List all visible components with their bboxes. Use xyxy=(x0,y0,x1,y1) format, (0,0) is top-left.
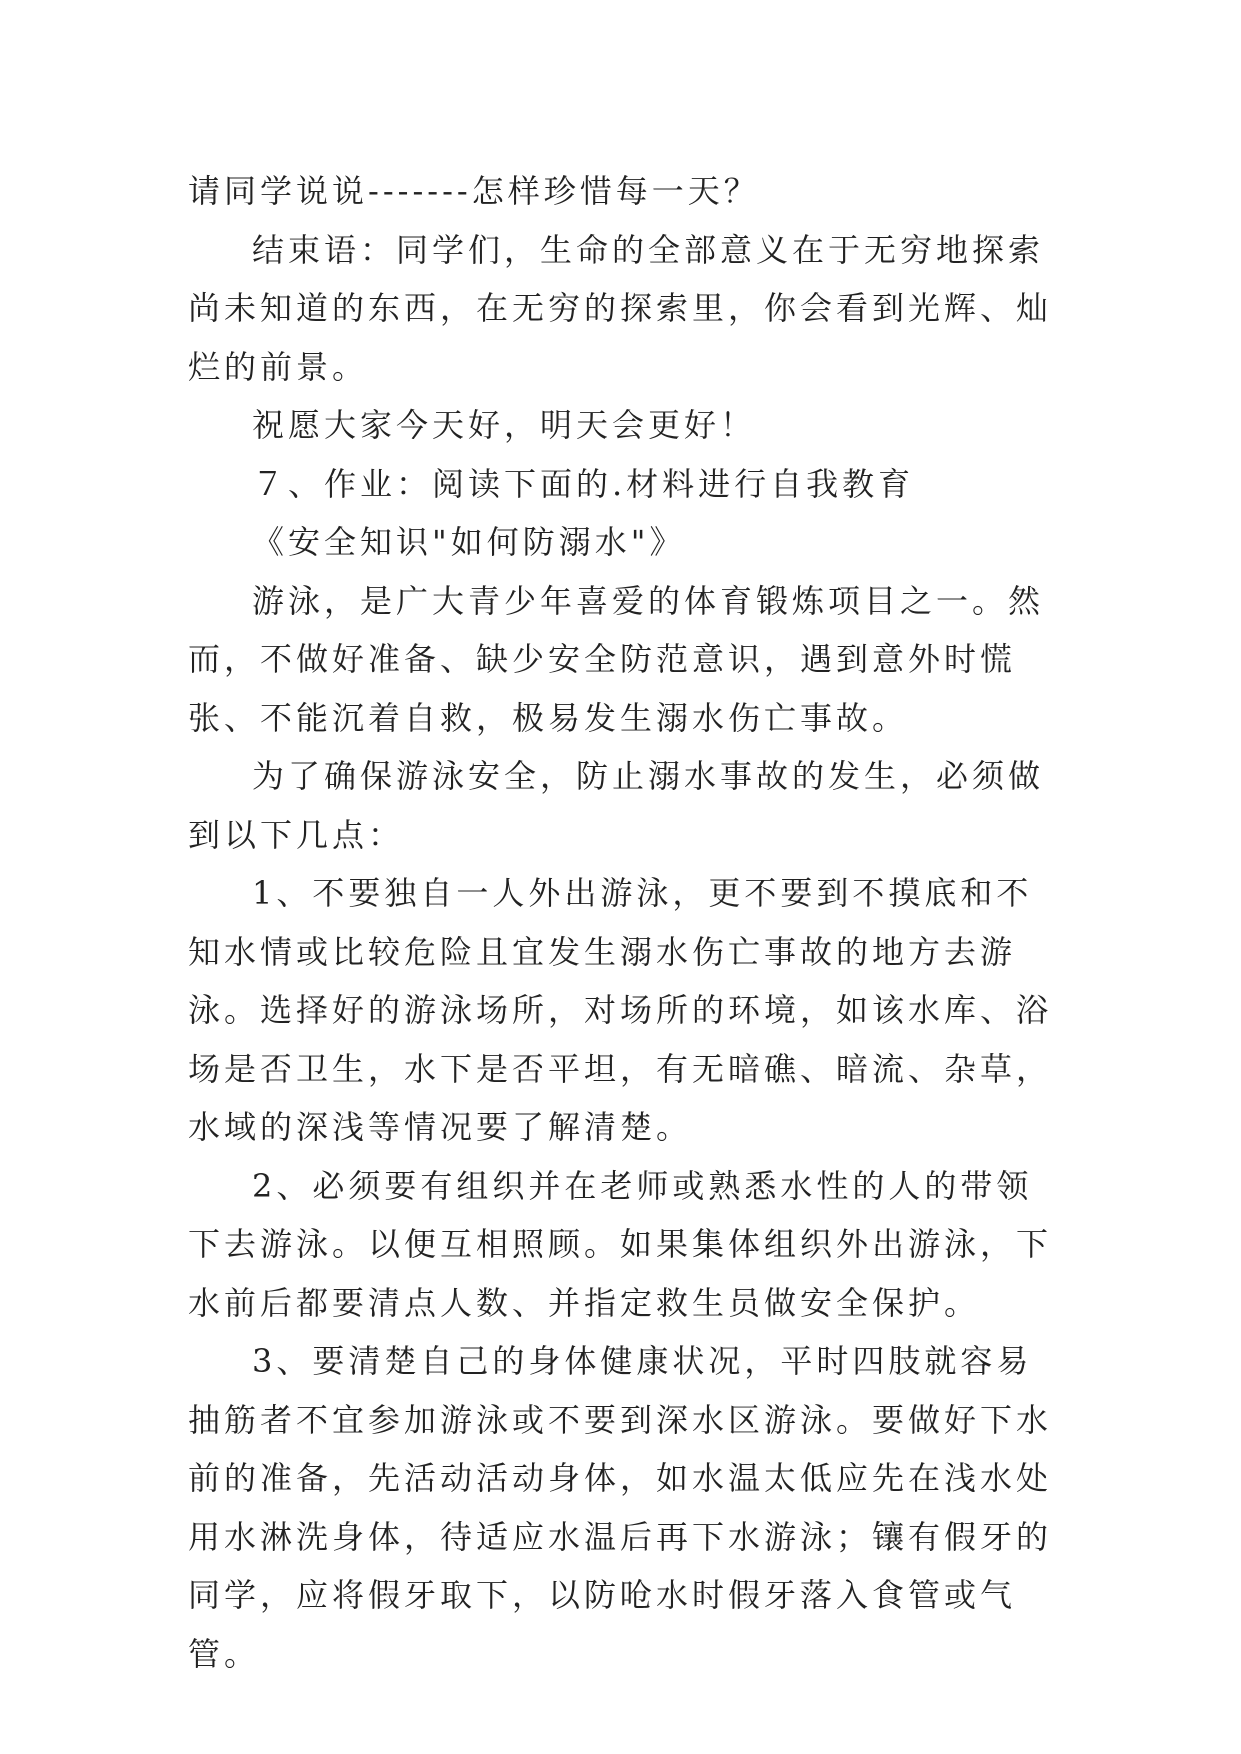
paragraph-closing-remarks: 结束语：同学们，生命的全部意义在于无穷地探索尚未知道的东西，在无穷的探索里，你会看到光辉、灿烂的前景。 xyxy=(188,230,1053,386)
paragraph-wishes: 祝愿大家今天好，明天会更好！ xyxy=(252,406,757,444)
paragraph-point-2: 2、必须要有组织并在老师或熟悉水性的人的带领下去游泳。以便互相照顾。如果集体组织外出游泳，下水前后都要清点人数、并指定救生员做安全保护。 xyxy=(188,1166,1053,1322)
paragraph-question: 请同学说说-------怎样珍惜每一天？ xyxy=(188,172,760,210)
paragraph-point-1: 1、不要独自一人外出游泳，更不要到不摸底和不知水情或比较危险且宜发生溺水伤亡事故的地方去游泳。选择好的游泳场所，对场所的环境，如该水库、浴场是否卫生，水下是否平坦，有无暗礁、暗流、杂草，水域的深浅等情况要了解清楚。 xyxy=(188,874,1053,1146)
paragraph-homework: ７、作业：阅读下面的.材料进行自我教育 xyxy=(252,464,915,503)
paragraph-swimming-intro: 游泳，是广大青少年喜爱的体育锻炼项目之一。然而，不做好准备、缺少安全防范意识，遇到意外时慌张、不能沉着自救，极易发生溺水伤亡事故。 xyxy=(188,581,1045,737)
paragraph-point-3: 3、要清楚自己的身体健康状况，平时四肢就容易抽筋者不宜参加游泳或不要到深水区游泳。要做好下水前的准备，先活动活动身体，如水温太低应先在浅水处用水淋洗身体，待适应水温后再下水游泳；镶有假牙的同学，应将假牙取下，以防呛水时假牙落入食管或气管。 xyxy=(188,1342,1053,1673)
document-page xyxy=(188,162,1068,1683)
paragraph-safety-points-intro: 为了确保游泳安全，防止溺水事故的发生，必须做到以下几点： xyxy=(188,757,1045,854)
paragraph-section-title: 《安全知识"如何防溺水"》 xyxy=(252,523,686,561)
